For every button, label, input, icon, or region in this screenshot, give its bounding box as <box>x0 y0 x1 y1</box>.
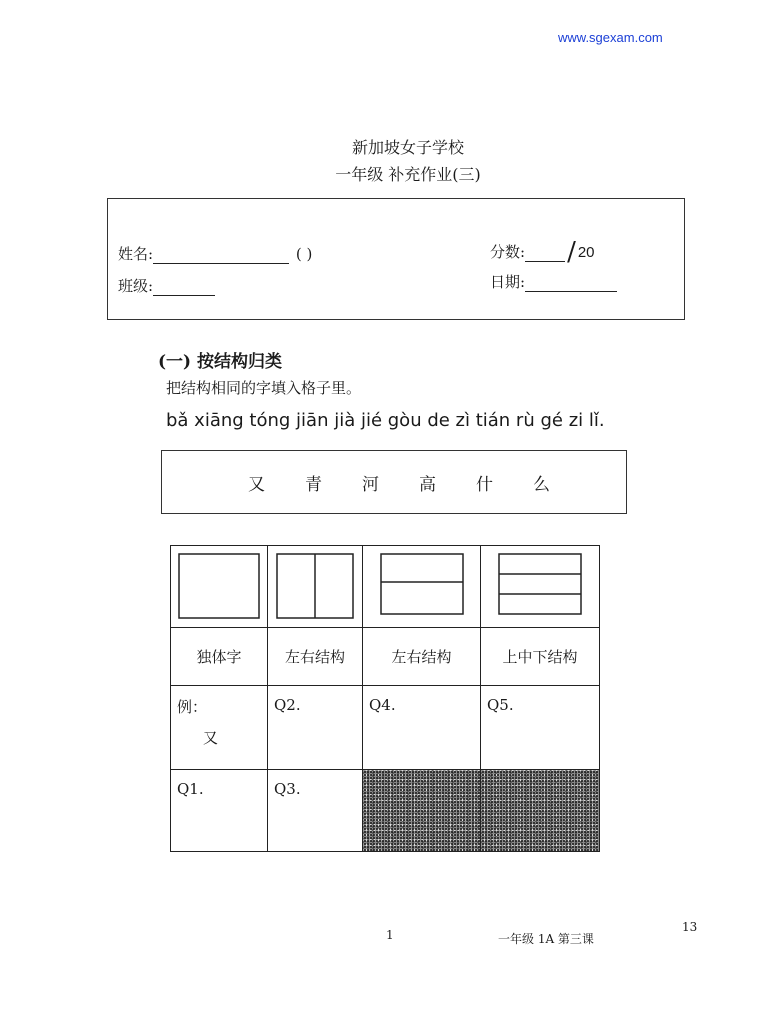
answer-cell-q4[interactable] <box>363 686 481 770</box>
example-cell <box>171 686 268 770</box>
diagram-cell <box>268 546 363 628</box>
q5-label: Q5. <box>487 696 514 714</box>
example-label: 例： <box>177 698 208 716</box>
header-left-right: 左右结构 <box>268 628 363 686</box>
date-row <box>490 271 617 292</box>
class-row <box>118 275 215 296</box>
answer-cell-q2[interactable] <box>268 686 363 770</box>
header-row <box>171 628 600 686</box>
diagram-cell <box>481 546 600 628</box>
answer-row-1 <box>171 686 600 770</box>
q4-label: Q4. <box>369 696 396 714</box>
top-middle-bottom-diagram <box>497 552 583 616</box>
instruction-pinyin: bǎ xiāng tóng jiān jià jié gòu de zì tián rù gé zi lǐ. <box>166 410 605 431</box>
name-field[interactable] <box>153 245 289 264</box>
date-field[interactable] <box>525 273 617 292</box>
top-bottom-diagram <box>379 552 465 616</box>
answer-cell-q1[interactable] <box>171 770 268 852</box>
q2-label: Q2. <box>274 696 301 714</box>
class-field[interactable] <box>153 277 215 296</box>
score-label: 分数: <box>490 243 526 261</box>
header-left-right-2: 左右结构 <box>363 628 481 686</box>
diagram-cell <box>171 546 268 628</box>
word-bank-char: 又 <box>248 474 265 495</box>
corner-number: 13 <box>682 920 698 934</box>
date-label: 日期: <box>490 273 526 291</box>
score-row <box>490 237 595 267</box>
name-row <box>118 243 312 264</box>
answer-cell-q3[interactable] <box>268 770 363 852</box>
name-label: 姓名: <box>118 245 154 263</box>
q3-label: Q3. <box>274 780 301 798</box>
score-slash: / <box>567 237 576 267</box>
header-single: 独体字 <box>171 628 268 686</box>
site-url[interactable]: www.sgexam.com <box>558 30 663 45</box>
single-structure-diagram <box>177 552 261 620</box>
answer-cell-q5[interactable] <box>481 686 600 770</box>
class-label: 班级: <box>118 277 154 295</box>
score-field[interactable] <box>525 243 565 262</box>
left-right-diagram <box>275 552 355 620</box>
worksheet-title: 一年级 补充作业(三) <box>335 165 481 184</box>
word-bank <box>161 450 627 514</box>
q1-label: Q1. <box>177 780 204 798</box>
diagram-cell <box>363 546 481 628</box>
page-number: 1 <box>386 928 394 942</box>
score-total: 20 <box>577 244 595 261</box>
shaded-cell <box>363 770 481 852</box>
structure-table <box>170 545 600 852</box>
example-char: 又 <box>203 729 219 747</box>
word-bank-char: 什 <box>476 474 493 495</box>
word-bank-char: 青 <box>305 474 322 495</box>
class-number-field[interactable]: ( ) <box>295 245 313 263</box>
header-top-middle-bottom: 上中下结构 <box>481 628 600 686</box>
section-heading: (一) 按结构归类 <box>158 352 283 372</box>
shaded-cell <box>481 770 600 852</box>
answer-row-2 <box>171 770 600 852</box>
section-instruction: 把结构相同的字填入格子里。 <box>166 379 362 397</box>
diagram-row <box>171 546 600 628</box>
school-name: 新加坡女子学校 <box>351 138 464 157</box>
student-info-box <box>107 198 685 320</box>
word-bank-char: 河 <box>362 474 379 495</box>
word-bank-char: 么 <box>533 474 550 495</box>
word-bank-char: 高 <box>419 474 436 495</box>
course-label: 一年级 1A 第三课 <box>498 932 594 946</box>
